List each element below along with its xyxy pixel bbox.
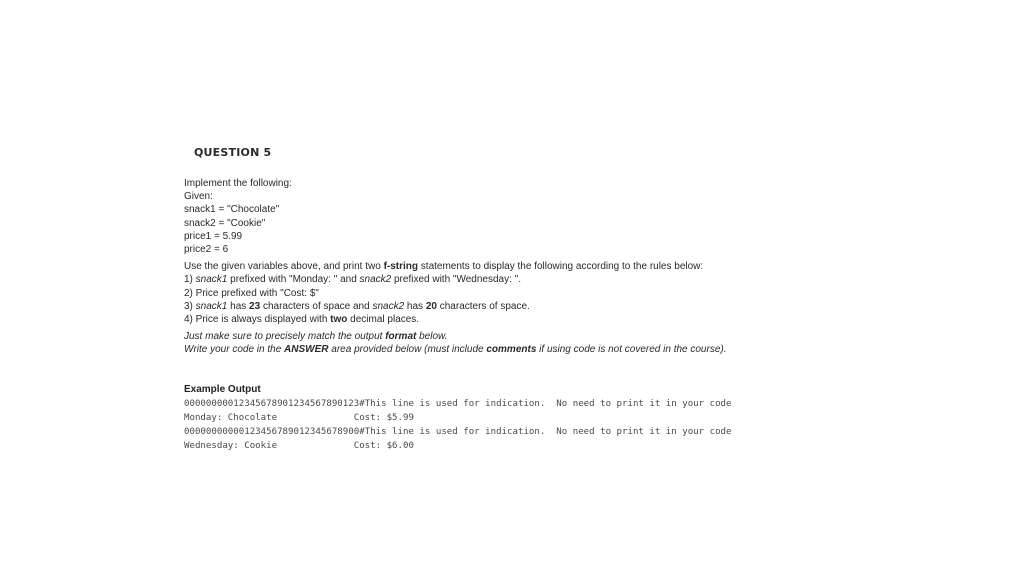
example-output-heading: Example Output <box>184 383 261 395</box>
question-body <box>184 177 984 453</box>
question-title: QUESTION 5 <box>194 146 272 159</box>
rule-1-var1: snack1 <box>195 274 228 286</box>
rule-3-count2: 20 <box>425 300 437 312</box>
rule-1-number: 1) <box>184 274 196 286</box>
given-var-price2: price2 = 6 <box>184 244 229 256</box>
note-answer-suffix: if using code is not covered in the course). <box>536 344 727 356</box>
rule-4-prefix: 4) Price is always displayed with <box>184 314 331 326</box>
note-format <box>184 330 984 343</box>
example-indicator-line-2: 00000000000123456789012345678900#This line is used for indication. No need to print it in your code <box>184 426 732 437</box>
instructions-main <box>184 260 984 273</box>
rule-4-bold: two <box>330 314 348 326</box>
note-answer-mid: area provided below (must include <box>328 344 487 356</box>
rule-2: 2) Price prefixed with "Cost: $" <box>184 287 319 299</box>
instructions-main-suffix: statements to display the following according to the rules below: <box>418 261 704 273</box>
rule-4-suffix: decimal places. <box>347 314 420 326</box>
note-format-prefix: Just make sure to precisely match the output <box>184 331 386 343</box>
rule-1-end: prefixed with "Wednesday: ". <box>391 274 521 286</box>
example-output-line-monday: Monday: Chocolate Cost: $5.99 <box>184 412 414 423</box>
note-format-suffix: below. <box>416 331 448 343</box>
note-answer-bold2: comments <box>486 344 537 356</box>
rule-3-count1: 23 <box>249 300 261 312</box>
rule-1-var2: snack2 <box>359 274 392 286</box>
given-var-price1: price1 = 5.99 <box>184 230 243 242</box>
rule-1 <box>184 273 984 286</box>
note-answer <box>184 343 984 356</box>
rule-3-mid: characters of space and <box>260 300 373 312</box>
rule-1-mid: prefixed with "Monday: " and <box>227 274 360 286</box>
rule-3-has2: has <box>404 300 426 312</box>
example-indicator-line-1: 00000000012345678901234567890123#This line is used for indication. No need to print it in your code <box>184 398 732 409</box>
note-format-bold: format <box>385 331 417 343</box>
rule-3-end: characters of space. <box>436 300 530 312</box>
given-var-snack1: snack1 = "Chocolate" <box>184 204 280 216</box>
given-var-snack2: snack2 = "Cookie" <box>184 217 266 229</box>
instructions-main-prefix: Use the given variables above, and print two <box>184 261 384 273</box>
rule-4 <box>184 313 984 326</box>
rule-3 <box>184 300 984 313</box>
rule-3-number: 3) <box>184 300 196 312</box>
instructions-main-bold: f-string <box>383 261 419 273</box>
given-label: Given: <box>184 191 213 203</box>
example-output-line-wednesday: Wednesday: Cookie Cost: $6.00 <box>184 440 414 451</box>
note-answer-prefix: Write your code in the <box>184 344 285 356</box>
rule-3-has1: has <box>227 300 250 312</box>
rule-3-var1: snack1 <box>195 300 228 312</box>
intro-text: Implement the following: <box>184 178 292 189</box>
rule-3-var2: snack2 <box>372 300 405 312</box>
note-answer-bold1: ANSWER <box>284 344 329 356</box>
